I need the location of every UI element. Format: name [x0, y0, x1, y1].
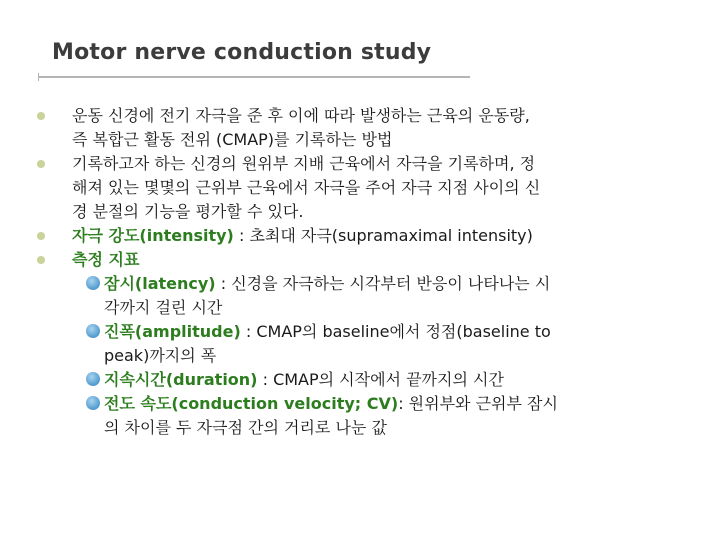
- subitem-duration: [36, 368, 688, 392]
- duration-description: : CMAP의 시작에서 끝까지의 시간: [257, 370, 504, 389]
- bullet-item-method: [36, 152, 688, 224]
- title-divider: [38, 76, 470, 78]
- velocity-description: : 원위부와 근위부 잠시: [398, 394, 558, 413]
- slide-title: Motor nerve conduction study: [52, 40, 432, 65]
- subitem-line: [104, 320, 688, 344]
- bullet-item-intensity: [36, 224, 688, 248]
- subitem-line: 각까지 걸린 시간: [104, 298, 223, 317]
- amplitude-description: : CMAP의 baseline에서 정점(baseline to: [240, 322, 551, 341]
- bullet-item-measures: [36, 248, 688, 272]
- subitem-line: [104, 272, 688, 296]
- subitem-velocity: [36, 392, 688, 440]
- bullet-line: 경 분절의 기능을 평가할 수 있다.: [72, 202, 304, 221]
- bullet-line: 즉 복합근 활동 전위 (CMAP)를 기록하는 방법: [72, 130, 393, 149]
- latency-description: : 신경을 자극하는 시각부터 반응이 나타나는 시: [215, 274, 551, 293]
- term-intensity: 자극 강도(intensity): [72, 226, 234, 245]
- bullet-list: [36, 104, 688, 440]
- bullet-dot-icon: [37, 232, 45, 240]
- sub-bullet-dot-icon: [86, 372, 100, 386]
- subitem-latency: [36, 272, 688, 320]
- subitem-line: [104, 392, 688, 416]
- bullet-line: [72, 224, 688, 248]
- subitem-line: [104, 368, 688, 392]
- term-measures: 측정 지표: [72, 250, 140, 269]
- intensity-description: : 초최대 자극(supramaximal intensity): [233, 226, 533, 245]
- sub-bullet-dot-icon: [86, 276, 100, 290]
- bullet-dot-icon: [37, 256, 45, 264]
- sub-bullet-dot-icon: [86, 396, 100, 410]
- subitem-line: peak)까지의 폭: [104, 346, 217, 365]
- bullet-line: [72, 248, 688, 272]
- term-amplitude: 진폭(amplitude): [104, 322, 241, 341]
- subitem-line: 의 차이를 두 자극점 간의 거리로 나눈 값: [104, 418, 387, 437]
- bullet-item-definition: [36, 104, 688, 152]
- bullet-dot-icon: [37, 160, 45, 168]
- term-latency: 잠시(latency): [104, 274, 216, 293]
- bullet-line: 기록하고자 하는 신경의 원위부 지배 근육에서 자극을 기록하며, 정: [72, 154, 536, 173]
- bullet-line: 해져 있는 몇몇의 근위부 근육에서 자극을 주어 자극 지점 사이의 신: [72, 178, 541, 197]
- bullet-dot-icon: [37, 112, 45, 120]
- bullet-line: 운동 신경에 전기 자극을 준 후 이에 따라 발생하는 근육의 운동량,: [72, 106, 530, 125]
- sub-bullet-dot-icon: [86, 324, 100, 338]
- subitem-amplitude: [36, 320, 688, 368]
- term-duration: 지속시간(duration): [104, 370, 258, 389]
- term-velocity: 전도 속도(conduction velocity; CV): [104, 394, 399, 413]
